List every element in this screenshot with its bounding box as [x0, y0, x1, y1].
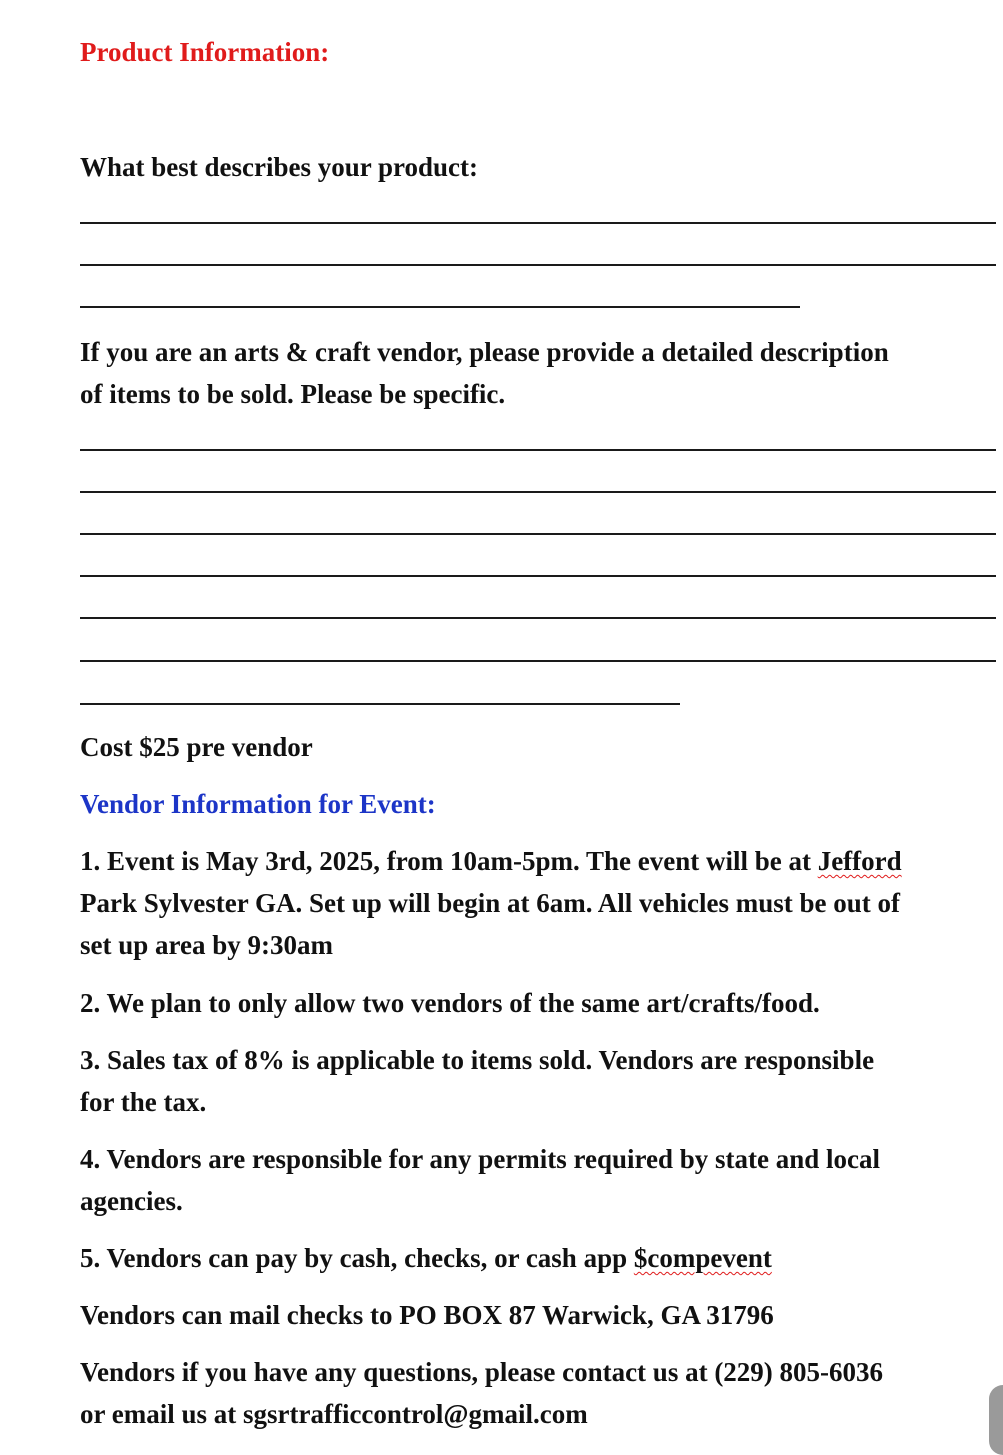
event-info-line-3: set up area by 9:30am: [80, 930, 333, 960]
answer-line-items-3[interactable]: [80, 533, 996, 535]
cash-app-handle: $compevent: [633, 1243, 772, 1273]
arts-craft-question-line-2: of items to be sold. Please be specific.: [80, 379, 506, 409]
event-info-line-1: [80, 840, 902, 882]
permits-line-2: agencies.: [80, 1186, 183, 1216]
contact-line-1: Vendors if you have any questions, please contact us at (229) 805-6036: [80, 1357, 884, 1387]
answer-line-items-7[interactable]: [80, 703, 680, 705]
mail-checks-address: Vendors can mail checks to PO BOX 87 Warwick, GA 31796: [80, 1300, 774, 1330]
answer-line-items-5[interactable]: [80, 617, 996, 619]
event-info-line-2: Park Sylvester GA. Set up will begin at 6am. All vehicles must be out of: [80, 888, 900, 918]
answer-line-items-1[interactable]: [80, 449, 996, 451]
answer-line-product-1[interactable]: [80, 222, 996, 224]
answer-line-product-3[interactable]: [80, 306, 800, 308]
sales-tax-line-2: for the tax.: [80, 1087, 207, 1117]
answer-line-items-2[interactable]: [80, 491, 996, 493]
arts-craft-question-line-1: If you are an arts & craft vendor, please provide a detailed description: [80, 337, 889, 367]
cost-text: Cost $25 pre vendor: [80, 732, 313, 762]
answer-line-items-6[interactable]: [80, 660, 996, 662]
payment-methods: [80, 1237, 772, 1279]
permits-line-1: 4. Vendors are responsible for any permits required by state and local: [80, 1144, 881, 1174]
answer-line-items-4[interactable]: [80, 575, 996, 577]
vendor-limit-rule: 2. We plan to only allow two vendors of the same art/crafts/food.: [80, 988, 820, 1018]
answer-line-product-2[interactable]: [80, 264, 996, 266]
payment-methods-text: 5. Vendors can pay by cash, checks, or cash app: [80, 1243, 634, 1273]
product-information-heading: Product Information:: [80, 37, 330, 67]
sales-tax-line-1: 3. Sales tax of 8% is applicable to items sold. Vendors are responsible: [80, 1045, 875, 1075]
scrollbar-thumb[interactable]: [989, 1385, 1003, 1455]
contact-line-2: or email us at sgsrtrafficcontrol@gmail.com: [80, 1399, 588, 1429]
vendor-information-heading: Vendor Information for Event:: [80, 789, 436, 819]
event-info-line-1-text: 1. Event is May 3rd, 2025, from 10am-5pm. The event will be at: [80, 846, 818, 876]
event-location-name: Jefford: [817, 846, 902, 876]
product-description-question: What best describes your product:: [80, 152, 479, 182]
